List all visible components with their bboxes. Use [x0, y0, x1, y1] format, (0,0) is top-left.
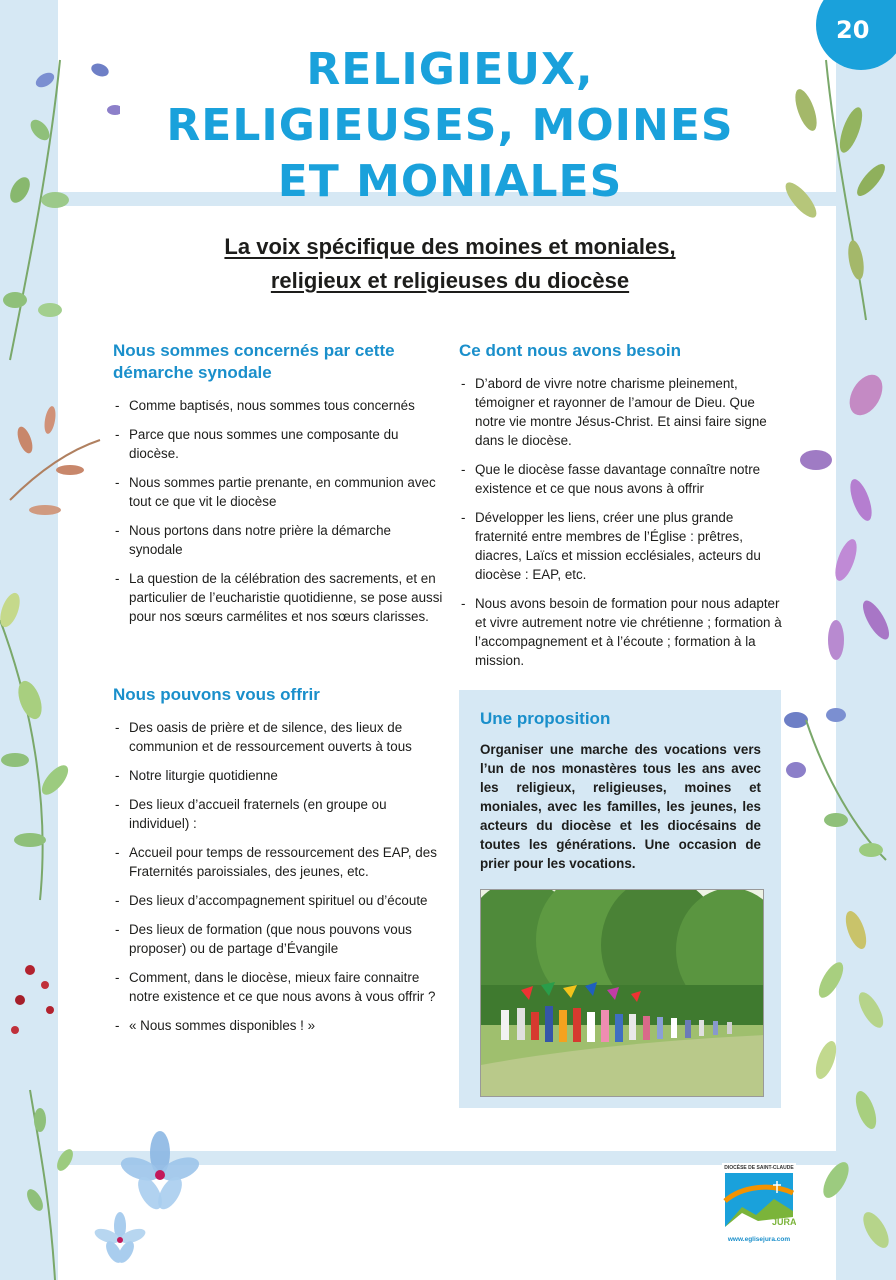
subtitle-line-1: La voix spécifique des moines et moniales,	[224, 234, 676, 259]
list-item: - Des oasis de prière et de silence, des lieux de communion et de ressourcement ouverts à tous	[113, 718, 443, 756]
concerned-list	[113, 396, 443, 626]
page-title: RELIGIEUX, RELIGIEUSES, MOINES ET MONIALES	[166, 44, 734, 207]
list-item: - Des lieux d’accompagnement spirituel ou d’écoute	[113, 891, 443, 910]
list-item: - La question de la célébration des sacrements, et en particulier de l’eucharistie quotidienne, se pose aussi pour nos sœurs carmélites et nos sœurs clarisses.	[113, 569, 443, 626]
floral-decoration-left	[0, 0, 120, 1280]
list-item: - Que le diocèse fasse davantage connaître notre existence et ce que nous avons à offrir	[459, 460, 789, 498]
page-number: 20	[836, 16, 870, 44]
logo-name: JURA	[772, 1217, 796, 1227]
offer-list	[113, 718, 443, 1035]
proposal-text: Organiser une marche des vocations vers l’un de nos monastères tous les ans avec les religieux, religieuses, moines et moniales, avec les familles, les jeunes, les acteurs du diocèse et les diocésains de toutes les générations. Une occasion de prier pour les vocations.	[480, 742, 761, 871]
needs-list	[459, 374, 789, 670]
list-item: - D’abord de vivre notre charisme pleinement, témoigner et rayonner de l’amour de Dieu. Que notre vie montre Jésus-Christ. Et ainsi faire signe dans le diocèse.	[459, 374, 789, 450]
page-subtitle	[150, 230, 750, 298]
list-item: - « Nous sommes disponibles ! »	[113, 1016, 443, 1035]
list-item: - Nous sommes partie prenante, en communion avec tout ce que vit le diocèse	[113, 473, 443, 511]
list-item: - Parce que nous sommes une composante du diocèse.	[113, 425, 443, 463]
logo-mountain-icon	[722, 1171, 796, 1229]
logo-url: www.eglisejura.com	[727, 1236, 791, 1243]
procession-photo	[480, 889, 764, 1097]
needs-heading: Ce dont nous avons besoin	[459, 341, 681, 360]
list-item: - Comment, dans le diocèse, mieux faire connaitre notre existence et ce que nous avons à vous offrir ?	[113, 968, 443, 1006]
list-item: - Comme baptisés, nous sommes tous concernés	[113, 396, 443, 415]
list-item: - Développer les liens, créer une plus grande fraternité entre membres de l’Église : prêtres, diacres, Laïcs et mission ecclésiales, acteurs du diocèse : EAP, etc.	[459, 508, 789, 584]
concerned-heading: Nous sommes concernés par cette démarche synodale	[113, 341, 395, 382]
list-item: - Notre liturgie quotidienne	[113, 766, 443, 785]
list-item: - Nous avons besoin de formation pour nous adapter et vivre autrement notre vie chrétienne ; formation à l’accompagnement et à l’écoute ; formation à la mission.	[459, 594, 789, 670]
list-item: - Accueil pour temps de ressourcement des EAP, des Fraternités paroissiales, des jeunes, etc.	[113, 843, 443, 881]
logo-top-text: DIOCÈSE DE SAINT-CLAUDE	[724, 1165, 794, 1171]
list-item: - Des lieux d’accueil fraternels (en groupe ou individuel) :	[113, 795, 443, 833]
subtitle-line-2: religieux et religieuses du diocèse	[270, 268, 630, 293]
list-item: - Nous portons dans notre prière la démarche synodale	[113, 521, 443, 559]
concerned-section	[113, 340, 443, 636]
list-item: - Des lieux de formation (que nous pouvons vous proposer) ou de partage d’Évangile	[113, 920, 443, 958]
offer-section	[113, 684, 443, 1045]
floral-decoration-right	[776, 0, 896, 1280]
needs-section	[459, 340, 789, 680]
proposal-heading: Une proposition	[480, 709, 611, 728]
offer-heading: Nous pouvons vous offrir	[113, 685, 320, 704]
diocese-logo	[722, 1163, 796, 1251]
flower-decoration-bottom	[90, 1130, 210, 1280]
